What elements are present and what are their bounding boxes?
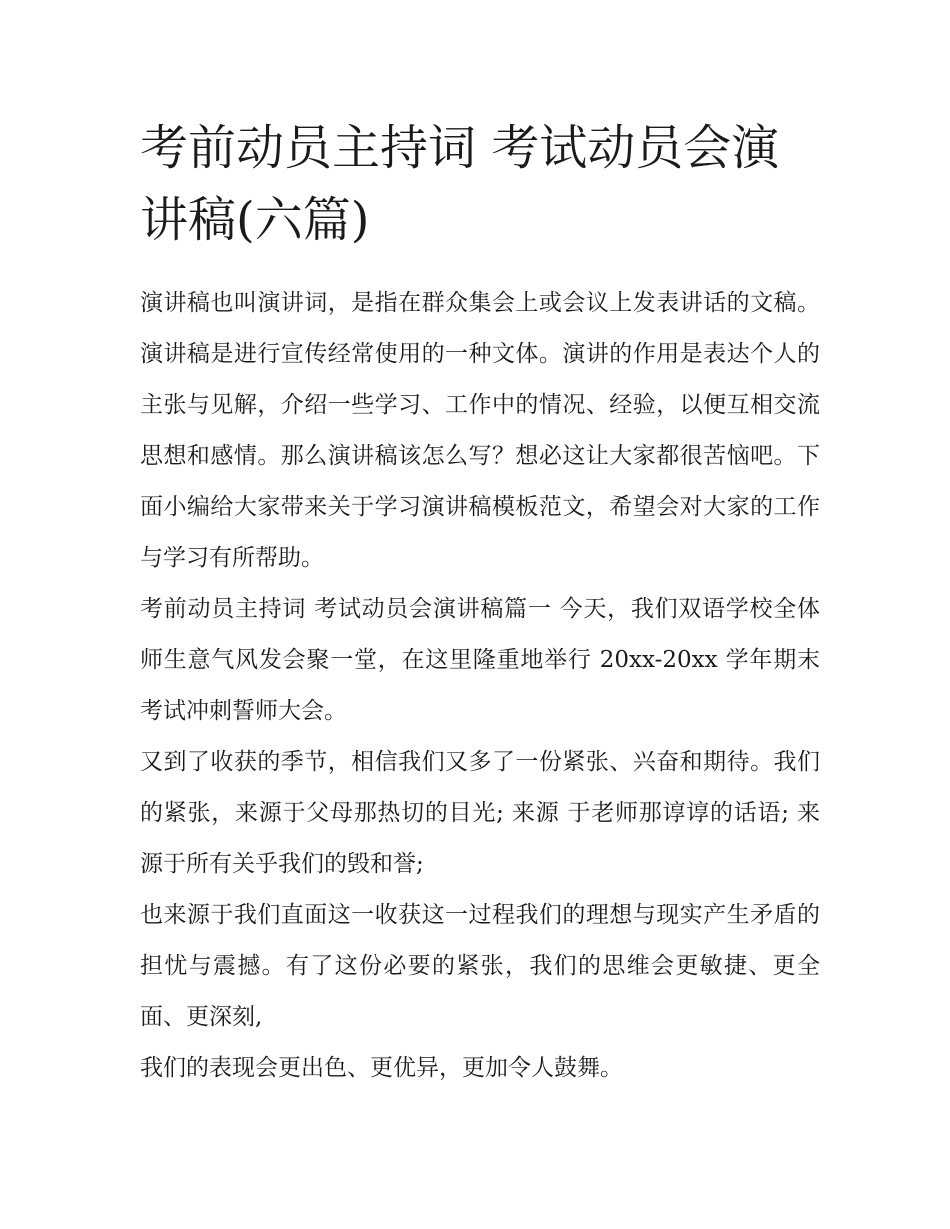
paragraph-performance: 我们的表现会更出色、更优异，更加令人鼓舞。 bbox=[140, 1055, 623, 1081]
paragraph-intro: 演讲稿也叫演讲词，是指在群众集会上或会议上发表讲话的文稿。演讲稿是进行宣传经常使用的一种文体。演讲的作用是表达个人的主张与见解，介绍一些学习、工作中的情况、经验，以便互相交流思想和感情。那么演讲稿该怎么写？想必这让大家都很苦恼吧。下面小编给大家带来关于学习演讲稿模板范文，希望会对大家的工作与学习有所帮助。 bbox=[140, 290, 820, 571]
paragraph-opening: 考前动员主持词 考试动员会演讲稿篇一 今天，我们双语学校全体师生意气风发会聚一堂，在这里隆重地举行 20xx-20xx 学年期末考试冲刺誓师大会。 bbox=[140, 596, 820, 724]
paragraph-worry: 也来源于我们直面这一收获这一过程我们的理想与现实产生矛盾的担忧与震撼。有了这份必要的紧张，我们的思维会更敏捷、更全面、更深刻, bbox=[140, 902, 820, 1030]
document-body bbox=[140, 278, 820, 1094]
paragraph-tension: 又到了收获的季节，相信我们又多了一份紧张、兴奋和期待。我们的紧张，来源于父母那热切的目光; 来源 于老师那谆谆的话语; 来源于所有关乎我们的毁和誉; bbox=[140, 749, 820, 877]
document-title: 考前动员主持词 考试动员会演讲稿(六篇) bbox=[140, 120, 780, 248]
